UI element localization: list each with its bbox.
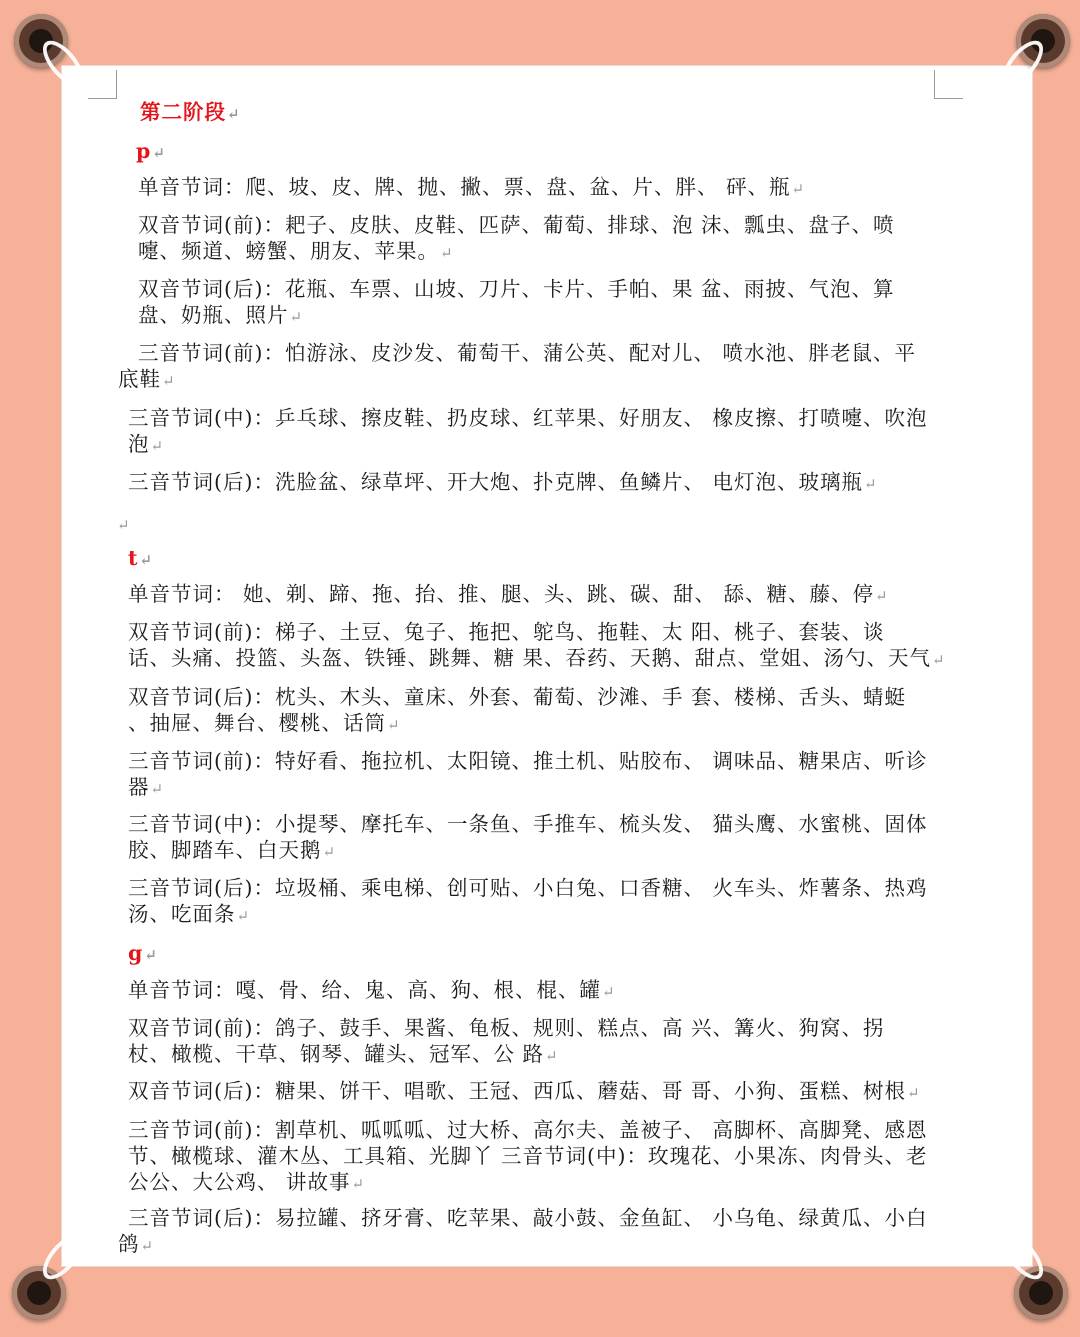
crop-mark-top-left <box>88 70 117 99</box>
list-item: 双音节词(后)：花瓶、车票、山坡、刀片、卡片、手帕、果 盆、雨披、气泡、算 盘、奶瓶、照片↵ <box>138 277 895 327</box>
list-item: 双音节词(前)：鸽子、鼓手、果酱、龟板、规则、糕点、高 兴、篝火、狗窝、拐 杖、橄榄、干草、钢琴、罐头、冠军、公 路↵ <box>128 1016 885 1066</box>
list-item: 三音节词(前)：特好看、拖拉机、太阳镜、推土机、贴胶布、 调味品、糖果店、听诊 器↵ <box>128 749 928 799</box>
page-heading: 第二阶段↵ <box>140 100 241 124</box>
list-item: 双音节词(前)：耙子、皮肤、皮鞋、匹萨、葡萄、排球、泡 沫、瓢虫、盘子、喷 嚏、频道、螃蟹、朋友、苹果。↵ <box>138 213 895 263</box>
list-item: 单音节词：嘎、骨、给、鬼、高、狗、根、棍、罐↵ <box>128 978 616 1002</box>
section-letter-g: g↵ <box>128 941 158 965</box>
section-letter-p: p↵ <box>136 139 166 163</box>
list-item: 三音节词(前)：割草机、呱呱呱、过大桥、高尔夫、盖被子、 高脚杯、高脚凳、感恩 节、橄榄球、灌木丛、工具箱、光脚丫 三音节词(中)：玫瑰花、小果冻、肉骨头、老 公公、大公鸡、 讲故事↵ <box>128 1118 928 1194</box>
list-item: 单音节词：爬、坡、皮、牌、抛、撇、票、盘、盆、片、胖、 砰、瓶↵ <box>138 175 806 199</box>
list-item: 三音节词(中)：乒乓球、擦皮鞋、扔皮球、红苹果、好朋友、 橡皮擦、打喷嚏、吹泡 泡↵ <box>128 406 928 456</box>
list-item: 三音节词(后)：垃圾桶、乘电梯、创可贴、小白兔、口香糖、 火车头、炸薯条、热鸡 汤、吃面条↵ <box>128 876 928 926</box>
list-item: 双音节词(后)：枕头、木头、童床、外套、葡萄、沙滩、手 套、楼梯、舌头、蜻蜓 、抽屉、舞台、樱桃、话筒↵ <box>128 685 907 735</box>
list-item: 单音节词： 她、剃、蹄、拖、抬、推、腿、头、跳、碳、甜、 舔、糖、藤、停↵ <box>128 582 889 606</box>
section-letter-t: t↵ <box>128 546 154 570</box>
list-item: 双音节词(后)：糖果、饼干、唱歌、王冠、西瓜、蘑菇、哥 哥、小狗、蛋糕、树根↵ <box>128 1079 921 1103</box>
list-item: 三音节词(中)：小提琴、摩托车、一条鱼、手推车、梳头发、 猫头鹰、水蜜桃、固体 胶、脚踏车、白天鹅↵ <box>128 812 928 862</box>
list-item: 三音节词(前)：怕游泳、皮沙发、葡萄干、蒲公英、配对儿、 喷水池、胖老鼠、平 底鞋↵ <box>118 341 917 391</box>
list-item: 三音节词(后)：洗脸盆、绿草坪、开大炮、扑克牌、鱼鳞片、 电灯泡、玻璃瓶↵ <box>128 470 878 494</box>
crop-mark-top-right <box>934 70 963 99</box>
list-item: 三音节词(后)：易拉罐、挤牙膏、吃苹果、敲小鼓、金鱼缸、 小乌龟、绿黄瓜、小白 鸽↵ <box>118 1206 928 1256</box>
empty-paragraph: ↵ <box>117 516 131 534</box>
list-item: 双音节词(前)：梯子、土豆、兔子、拖把、鸵鸟、拖鞋、太 阳、桃子、套装、谈 话、头痛、投篮、头盔、铁锤、跳舞、糖 果、吞药、天鹅、甜点、堂姐、汤勺、天气↵ <box>128 620 946 670</box>
